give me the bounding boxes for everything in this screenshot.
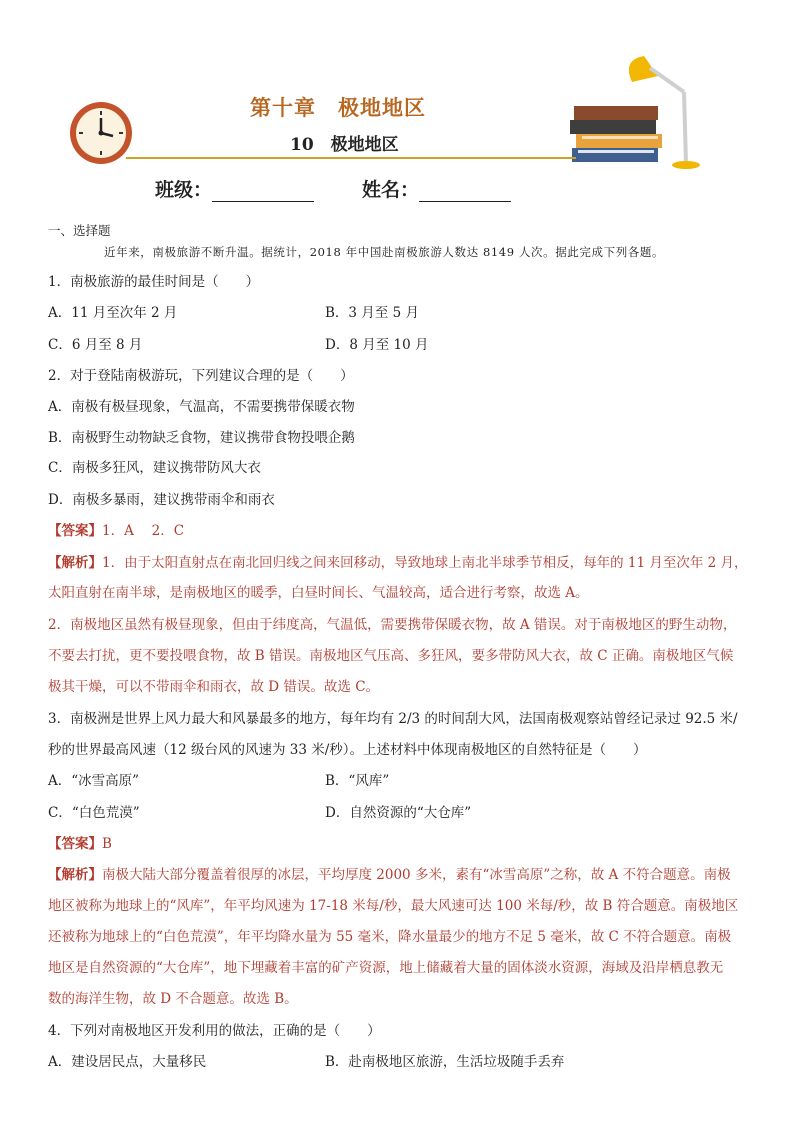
header-rule xyxy=(126,157,576,159)
lesson-title: 10 极地地区 xyxy=(290,135,399,155)
q2-option-c: C．南极多狂风，建议携带防风大衣 xyxy=(48,460,261,476)
q1-option-b: B．3 月至 5 月 xyxy=(325,305,419,321)
q2-option-a: A．南极有极昼现象，气温高，不需要携带保暖衣物 xyxy=(48,399,355,415)
q1-option-c: C．6 月至 8 月 xyxy=(48,337,143,353)
class-blank xyxy=(212,181,314,202)
name-field xyxy=(362,175,511,202)
analysis-1-line-4: 不要去打扰，更不要投喂食物，故 B 错误。南极地区气压高、多狂风，要多带防风大衣，故 C 正确。南极地区气候 xyxy=(48,648,734,664)
answer-1-2 xyxy=(48,521,184,541)
q1-option-d: D．8 月至 10 月 xyxy=(325,337,429,353)
analysis-3-line-2: 地区被称为地球上的“风库”，年平均风速为 17-18 米每/秒，最大风速可达 100 米每/秒，故 B 符合题意。南极地区 xyxy=(48,898,739,914)
section-heading: 一、选择题 xyxy=(48,223,111,238)
books-and-lamp-icon xyxy=(562,52,712,174)
answer-3 xyxy=(48,834,112,854)
answer-text: 1．A 2．C xyxy=(102,523,185,539)
answer-tag: 【答案】 xyxy=(48,836,102,852)
q3-option-d: D．自然资源的“大仓库” xyxy=(325,805,472,821)
q3-option-b: B．“风库” xyxy=(325,773,390,789)
q1-option-a: A．11 月至次年 2 月 xyxy=(48,305,178,321)
question-3-line-2: 秒的世界最高风速（12 级台风的风速为 33 米/秒）。上述材料中体现南极地区的自然特征是（ ） xyxy=(48,742,647,758)
analysis-3-line-5: 数的海洋生物，故 D 不合题意。故选 B。 xyxy=(48,991,298,1007)
name-label: 姓名： xyxy=(362,179,420,201)
q4-option-a: A．建设居民点，大量移民 xyxy=(48,1054,207,1070)
q2-option-d: D．南极多暴雨，建议携带雨伞和雨衣 xyxy=(48,492,275,508)
analysis-1-line-3: 2．南极地区虽然有极昼现象，但由于纬度高，气温低，需要携带保暖衣物，故 A 错误。对于南极地区的野生动物， xyxy=(48,617,737,633)
chapter-title: 第十章 极地地区 xyxy=(250,95,426,120)
clock-icon xyxy=(68,100,134,166)
analysis-tag: 【解析】 xyxy=(48,555,102,571)
class-label: 班级： xyxy=(155,179,213,201)
analysis-1-line-1 xyxy=(48,553,748,573)
analysis-3-line-4: 地区是自然资源的“大仓库”，地下埋藏着丰富的矿产资源，地上储藏着大量的固体淡水资源，海域及沿岸栖息教无 xyxy=(48,960,724,976)
analysis-3-line-1 xyxy=(48,865,731,885)
analysis-3-line-3: 还被称为地球上的“白色荒漠”，年平均降水量为 55 毫米，降水量最少的地方不足 5 毫米，故 C 不符合题意。南极 xyxy=(48,929,732,945)
analysis-1-line-5: 极其干燥，可以不带雨伞和雨衣，故 D 错误。故选 C。 xyxy=(48,679,380,695)
question-3-line-1: 3．南极洲是世界上风力最大和风暴最多的地方，每年均有 2/3 的时间刮大风，法国南极观察站曾经记录过 92.5 米/ xyxy=(48,711,738,727)
answer-text: B xyxy=(102,836,112,852)
name-blank xyxy=(419,181,511,202)
class-field xyxy=(155,175,314,202)
analysis-text: 南极大陆大部分覆盖着很厚的冰层，平均厚度 2000 多米，素有“冰雪高原”之称，故 A 不符合题意。南极 xyxy=(102,867,731,883)
q4-option-b: B．赴南极地区旅游，生活垃圾随手丢弃 xyxy=(325,1054,565,1070)
question-2-stem: 2．对于登陆南极游玩，下列建议合理的是（ ） xyxy=(48,368,354,384)
analysis-tag: 【解析】 xyxy=(48,867,102,883)
question-4-stem: 4．下列对南极地区开发利用的做法，正确的是（ ） xyxy=(48,1023,381,1039)
answer-tag: 【答案】 xyxy=(48,523,102,539)
analysis-1-line-2: 太阳直射在南半球，是南极地区的暖季，白昼时间长、气温较高，适合进行考察，故选 A。 xyxy=(48,585,589,601)
q3-option-c: C．“白色荒漠” xyxy=(48,805,140,821)
question-1-stem: 1．南极旅游的最佳时间是（ ） xyxy=(48,274,260,290)
analysis-text: 1．由于太阳直射点在南北回归线之间来回移动，导致地球上南北半球季节相反，每年的 11 月至次年 2 月， xyxy=(102,555,748,571)
q2-option-b: B．南极野生动物缺乏食物，建议携带食物投喂企鹅 xyxy=(48,430,355,446)
material-intro: 近年来，南极旅游不断升温。据统计，2018 年中国赴南极旅游人数达 8149 人次。据此完成下列各题。 xyxy=(104,245,665,259)
q3-option-a: A．“冰雪高原” xyxy=(48,773,140,789)
